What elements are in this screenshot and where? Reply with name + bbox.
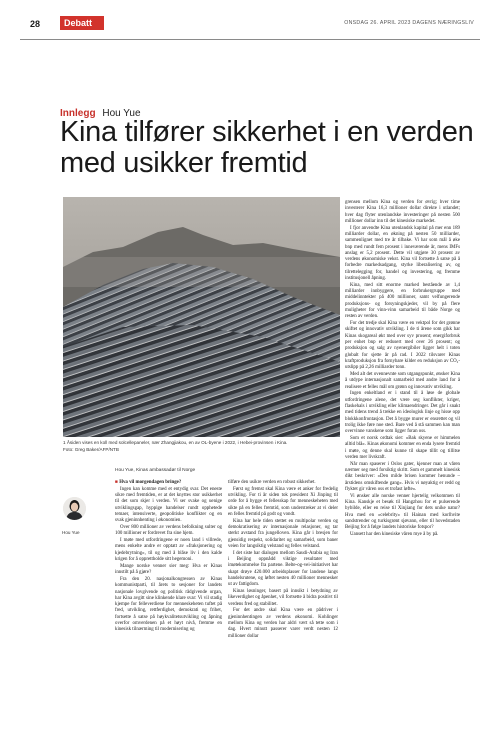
article-paragraph: tilføre den usikre verden en robust sikkerhet. <box>228 480 316 485</box>
author-name: Hou Yue <box>62 530 80 535</box>
article-column-2 <box>228 480 338 640</box>
article-paragraph: Fra den 20. nasjonalkongressen av Kinas kommunistparti, til årets to sesjoner for landets nasjonale lovgivende og politisk rådgivende organ, har Kina avgitt sine klinkende klare svar: Vi vil stadig kjempe for felleverdiene for menneskeheten tuftet på fred, utvikling, rettferdighet, demokrati og frihet, fortsette å satse på høykvalitetsutvikling og åpning overfor omverdenen på et høyt nivå, fremme en kinesisk tilnærming til modernisering og <box>115 576 222 633</box>
header-meta: ONSDAG 26. APRIL 2023 DAGENS NÆRINGSLIV <box>344 20 474 26</box>
article-paragraph: Mange norske venner sier meg: Hva er Kinas innstilt på å gjøre? <box>115 563 222 576</box>
article-paragraph: Over 800 millioner av verdens befolkning sulter og 100 millioner er fordrevet fra sine hjem. <box>115 525 222 537</box>
byline-label: Innlegg <box>60 108 96 119</box>
article-paragraph: I møte med utfordringene er noen land i villrede, mens enkelte andre er opptatt av «fraksjonering og kjedebrytning», til og med å blåse liv i den kalde krigen for å opprettholde sitt hegemoni. <box>115 538 222 563</box>
article-paragraph: Uansett har den kinesiske våren mye å by på. <box>350 531 439 537</box>
article-paragraph: I fjor anvendte Kina utenlandsk kapital på mer enn 189 milliarder dollar, en økning på nesten 50 milliarder, sammenlignet med tre år tilbake. Vi har som mål å øke bnp med rundt fem prosent i inneværende år, mens IMFs anslag er 5,2 prosent. Dette vil utgjøre 30 prosent av verdens økonomiske vekst. Kina vil fortsette å satse på å forbedre markedsadgang, styrke liberalisering av, og tilrettelegging for, handel og investering, og fremme institusjonell åpning. <box>345 225 460 282</box>
article-paragraph: Når man spaserer i Oslos gater, kjenner man at våren nærmer seg med forsiktig skritt. Som et gammelt kinesisk dikt beskriver: «Den milde brisen kommer henunde – årstidens omskiftende gang». Hvis vi nøyaktig er redd og flyktet gir våren oss et trofast løfte». <box>345 461 460 492</box>
article-column-1 <box>115 480 222 634</box>
byline-author: Hou Yue <box>102 108 141 119</box>
article-paragraph: For det tredje skal Kina være en vektpol for det grønne skiftet og innovativ utvikling. I de ti årene som gikk har Kinas skogareal økt med over syv prosent; energiforbruk per enhet bnp er redusert med over 26 prosent; og produksjon og salg av nyenergibiler ligger helt i toten globalt for sjette år på rad. I 2022 tilsvarer Kinas kraftproduksjon fra fornybare kilder en reduksjon av CO₂-utslipp på 2,26 milliarder tonn. <box>345 321 460 371</box>
author-description: Hou Yue, Kinas ambassadør til Norge <box>115 468 196 473</box>
article-column-3 <box>345 200 460 539</box>
solar-panel-photo <box>63 197 340 437</box>
article-paragraph: grensen mellom Kina og verden for øvrig; hver time investerer Kina 16,3 millioner dollar direkte i utlandet; hver dag flyter utenlandske investeringer på nesten 500 millioner dollar inn til det kinesiske markedet. <box>345 200 460 224</box>
article-paragraph: I det siste har dialogen mellom Saudi-Arabia og Iran i Beijing oppnådd viktige resultater med imøtekommelse fra partene. Belte-og-vei-initiativet har skapt drøye 420.000 arbeidsplasser for landene langs handelsrutene, og løftet nesten 40 millioner mennesker ut av fattigdom. <box>228 550 338 588</box>
article-paragraph: Vi ønsker alle norske venner hjertelig velkommen til Kina. Kanskje et besøk til Hangzhou for et pulserende bybilde, eller en reise til Xinjiang for dets unike natur? Hva med en «celebrity» til Hainan med korlhvite sandstrender og turkisgrønt sjøvann, eller til hovedstaden Beijing for å følge landets historiske fotspor? <box>345 493 460 531</box>
photo-caption <box>63 440 340 453</box>
photo-credit: Foto: Greg Baker/AFP/NTB <box>63 446 119 452</box>
article-subhead <box>115 480 222 486</box>
article-paragraph: For det andre skal Kina være en pådriver i gjeninnhentingen av verdens økonomi. Kohlinger mellom Kina og verden har aldri vært så tette som i dag. Hvert minutt passerer varer verdt nesten 12 millioner dollar <box>228 608 338 639</box>
article-paragraph: Kinas løsninger, basert på innsikt i betydning av likeverdighet og åpenhet, vil fortsette å bidra positivt til verdens fred og stabilitet. <box>228 589 338 607</box>
bullet-icon: ■ <box>115 480 120 485</box>
article-paragraph: Først og fremst skal Kina være et anker for fredelig utvikling. For ti år siden tok president Xi Jinping til orde for å bygge et fellesskap for menneskeheten med sikte på en felles fremtid, som understreker at vi deler en felles fremtid på godt og vondt. <box>228 486 338 517</box>
headline: Kina tilfører sikkerhet i en verden med usikker fremtid <box>60 116 474 179</box>
author-portrait <box>63 497 86 520</box>
article-paragraph: Kina har hele tiden stettet en multipolar verden og demokratisering av internasjonale relasjoner, og tar sterkt avstand fra jungelloven. Kina går i bresjen for gjensidig respekt, solidaritet og samarbeid, som baner veien for langsiktig velstand og felles velstand. <box>228 518 338 549</box>
article-paragraph: Ingen kan komme med et entydig svar. Det eneste sikre med fremtiden, er at det knyttes stor usikkerhet til det som skjer i verden. Vi ser svake og uenige utviklingsgap, hyppige handelser rundt opphetede temaer, intensiverte, geopolitiske konflikter og en svak gjeninnhenting i økonomien. <box>115 486 222 524</box>
section-tag: Debatt <box>60 16 104 30</box>
article-paragraph: Kina, med sitt enorme marked bestående av 1,4 milliarder innbyggere, en forbrukergruppe med middelinntekter på 400 millioner, samt velfungerende produksjons- og forsyningskjeder, vil by på flere muligheter for vinn-vinn samarbeid til både Norge og resten av verden. <box>345 282 460 320</box>
photo-caption-text: 1 Åsiden vises en koll med solcellepaneler, nær Zhangjiakou, en av OL-byene i 2022, i Hebei-provinsen i Kina. <box>63 440 288 445</box>
article-paragraph: Ingen enkeltland er i stand til å løse de globale utfordringene alene, det være seg konflikter, kriger, flaskehals i utvikling eller klimaendringer. Det går i snakt med tidens trend å trekke en ideologisk linje og hisse opp blokkkonfrontasjon. Det å bygge murer er ensrettet og vil trolig ikke føre noe sted. Bare ved å stå sammen kan man overvinne vanskene som ligger foran oss. <box>345 391 460 435</box>
top-rule <box>20 39 480 40</box>
article-paragraph: Med alt det ovennevnte som utgangspunkt, ønsker Kina å utdype internasjonalt samarbeid med andre land for å realisere et felles mål om grønn og innovativ utvikling. <box>345 372 460 390</box>
page-number: 28 <box>30 19 41 29</box>
article-paragraph: Som et norsk ordtak sier: «Bak skyene er himmelen alltid blå». Kinas økonomi kommer en enda lysere fremtid i møte, og denne skal kunne til skape tillit og tillitse verden mer livskraft. <box>345 435 460 460</box>
article-subhead-text: Hva vil morgendagen bringe? <box>119 480 182 485</box>
